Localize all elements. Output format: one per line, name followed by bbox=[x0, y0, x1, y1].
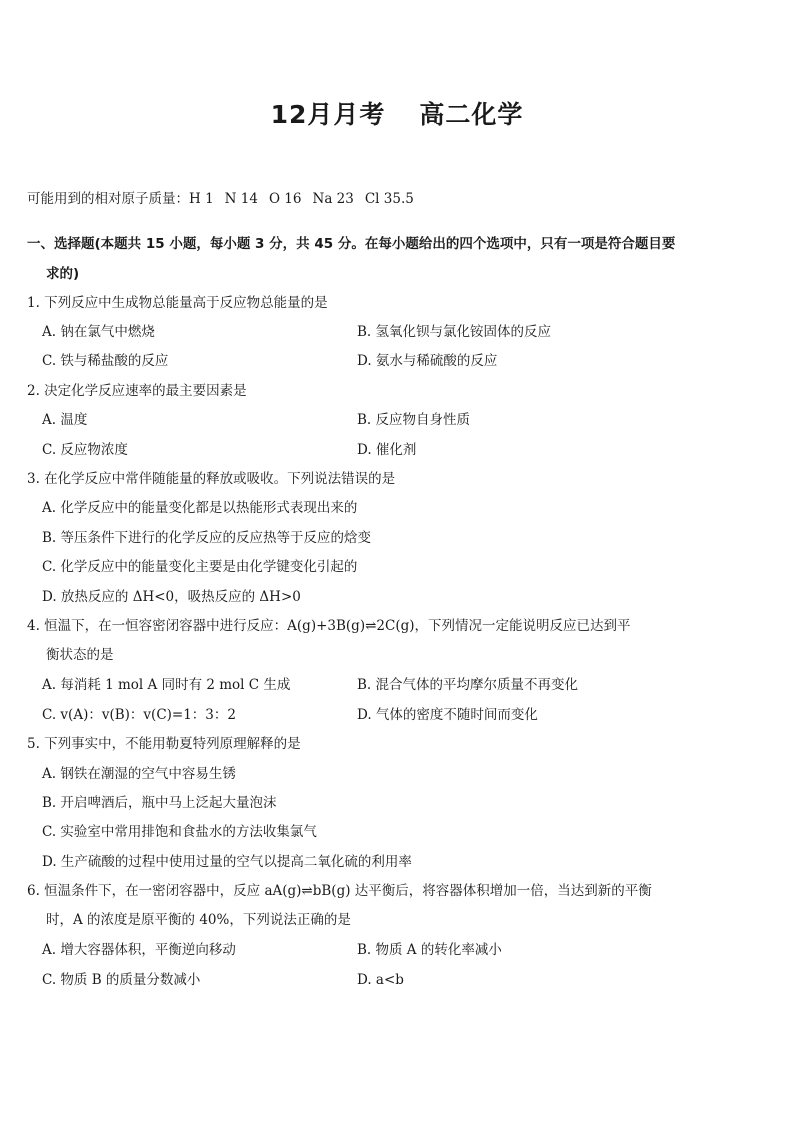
mass-item: H 1 bbox=[189, 191, 214, 207]
mass-item: Cl 35.5 bbox=[364, 191, 414, 207]
option-d: D. 放热反应的 ΔH<0，吸热反应的 ΔH>0 bbox=[42, 589, 301, 605]
option-b: B. 反应物自身性质 bbox=[357, 412, 471, 428]
option-a: A. 钠在氯气中燃烧 bbox=[42, 324, 155, 340]
option-d: D. 生产硫酸的过程中使用过量的空气以提高二氧化硫的利用率 bbox=[42, 854, 412, 870]
mass-item: Na 23 bbox=[312, 191, 354, 207]
section-heading-cont: 求的) bbox=[46, 266, 80, 282]
title-exam: 12月月考 bbox=[270, 100, 386, 129]
option-d: D. 氨水与稀硫酸的反应 bbox=[357, 353, 498, 369]
atomic-masses bbox=[27, 189, 425, 209]
mass-item: N 14 bbox=[224, 191, 258, 207]
option-d: D. 气体的密度不随时间而变化 bbox=[357, 707, 538, 723]
option-a: A. 化学反应中的能量变化都是以热能形式表现出来的 bbox=[42, 500, 358, 516]
title-subject: 高二化学 bbox=[419, 100, 524, 129]
option-b: B. 等压条件下进行的化学反应的反应热等于反应的焓变 bbox=[42, 530, 372, 546]
question-stem-cont: 衡状态的是 bbox=[46, 647, 114, 663]
option-a: A. 增大容器体积，平衡逆向移动 bbox=[42, 942, 236, 958]
option-b: B. 物质 A 的转化率减小 bbox=[357, 942, 502, 958]
question-stem: 4. 恒温下，在一恒容密闭容器中进行反应：A(g)+3B(g)⇌2C(g)，下列情况一定能说明反应已达到平 bbox=[27, 618, 631, 634]
option-a: A. 温度 bbox=[42, 412, 88, 428]
question-stem: 5. 下列事实中，不能用勒夏特列原理解释的是 bbox=[27, 736, 301, 752]
question-stem-cont: 时，A 的浓度是原平衡的 40%，下列说法正确的是 bbox=[46, 912, 351, 928]
option-c: C. 物质 B 的质量分数减小 bbox=[42, 972, 201, 988]
option-a: A. 每消耗 1 mol A 同时有 2 mol C 生成 bbox=[42, 677, 291, 693]
question-stem: 1. 下列反应中生成物总能量高于反应物总能量的是 bbox=[27, 295, 328, 311]
option-d: D. 催化剂 bbox=[357, 442, 417, 458]
option-c: C. 实验室中常用排饱和食盐水的方法收集氯气 bbox=[42, 824, 317, 840]
page-title bbox=[0, 95, 794, 131]
option-c: C. 化学反应中的能量变化主要是由化学键变化引起的 bbox=[42, 559, 358, 575]
option-b: B. 氢氧化钡与氯化铵固体的反应 bbox=[357, 324, 552, 340]
option-c: C. 反应物浓度 bbox=[42, 442, 128, 458]
option-c: C. v(A)：v(B)：v(C)=1：3：2 bbox=[42, 707, 236, 723]
atomic-masses-label: 可能用到的相对原子质量： bbox=[27, 191, 189, 207]
question-stem: 3. 在化学反应中常伴随能量的释放或吸收。下列说法错误的是 bbox=[27, 471, 396, 487]
question-stem: 6. 恒温条件下，在一密闭容器中，反应 aA(g)⇌bB(g) 达平衡后，将容器体积增加一倍，当达到新的平衡 bbox=[27, 883, 652, 899]
option-d: D. a<b bbox=[357, 972, 404, 988]
option-b: B. 开启啤酒后，瓶中马上泛起大量泡沫 bbox=[42, 795, 277, 811]
option-a: A. 钢铁在潮湿的空气中容易生锈 bbox=[42, 766, 236, 782]
option-c: C. 铁与稀盐酸的反应 bbox=[42, 353, 169, 369]
question-stem: 2. 决定化学反应速率的最主要因素是 bbox=[27, 383, 247, 399]
section-heading: 一、选择题(本题共 15 小题，每小题 3 分，共 45 分。在每小题给出的四个选项中，只有一项是符合题目要 bbox=[27, 236, 676, 252]
option-b: B. 混合气体的平均摩尔质量不再变化 bbox=[357, 677, 579, 693]
mass-item: O 16 bbox=[268, 191, 302, 207]
